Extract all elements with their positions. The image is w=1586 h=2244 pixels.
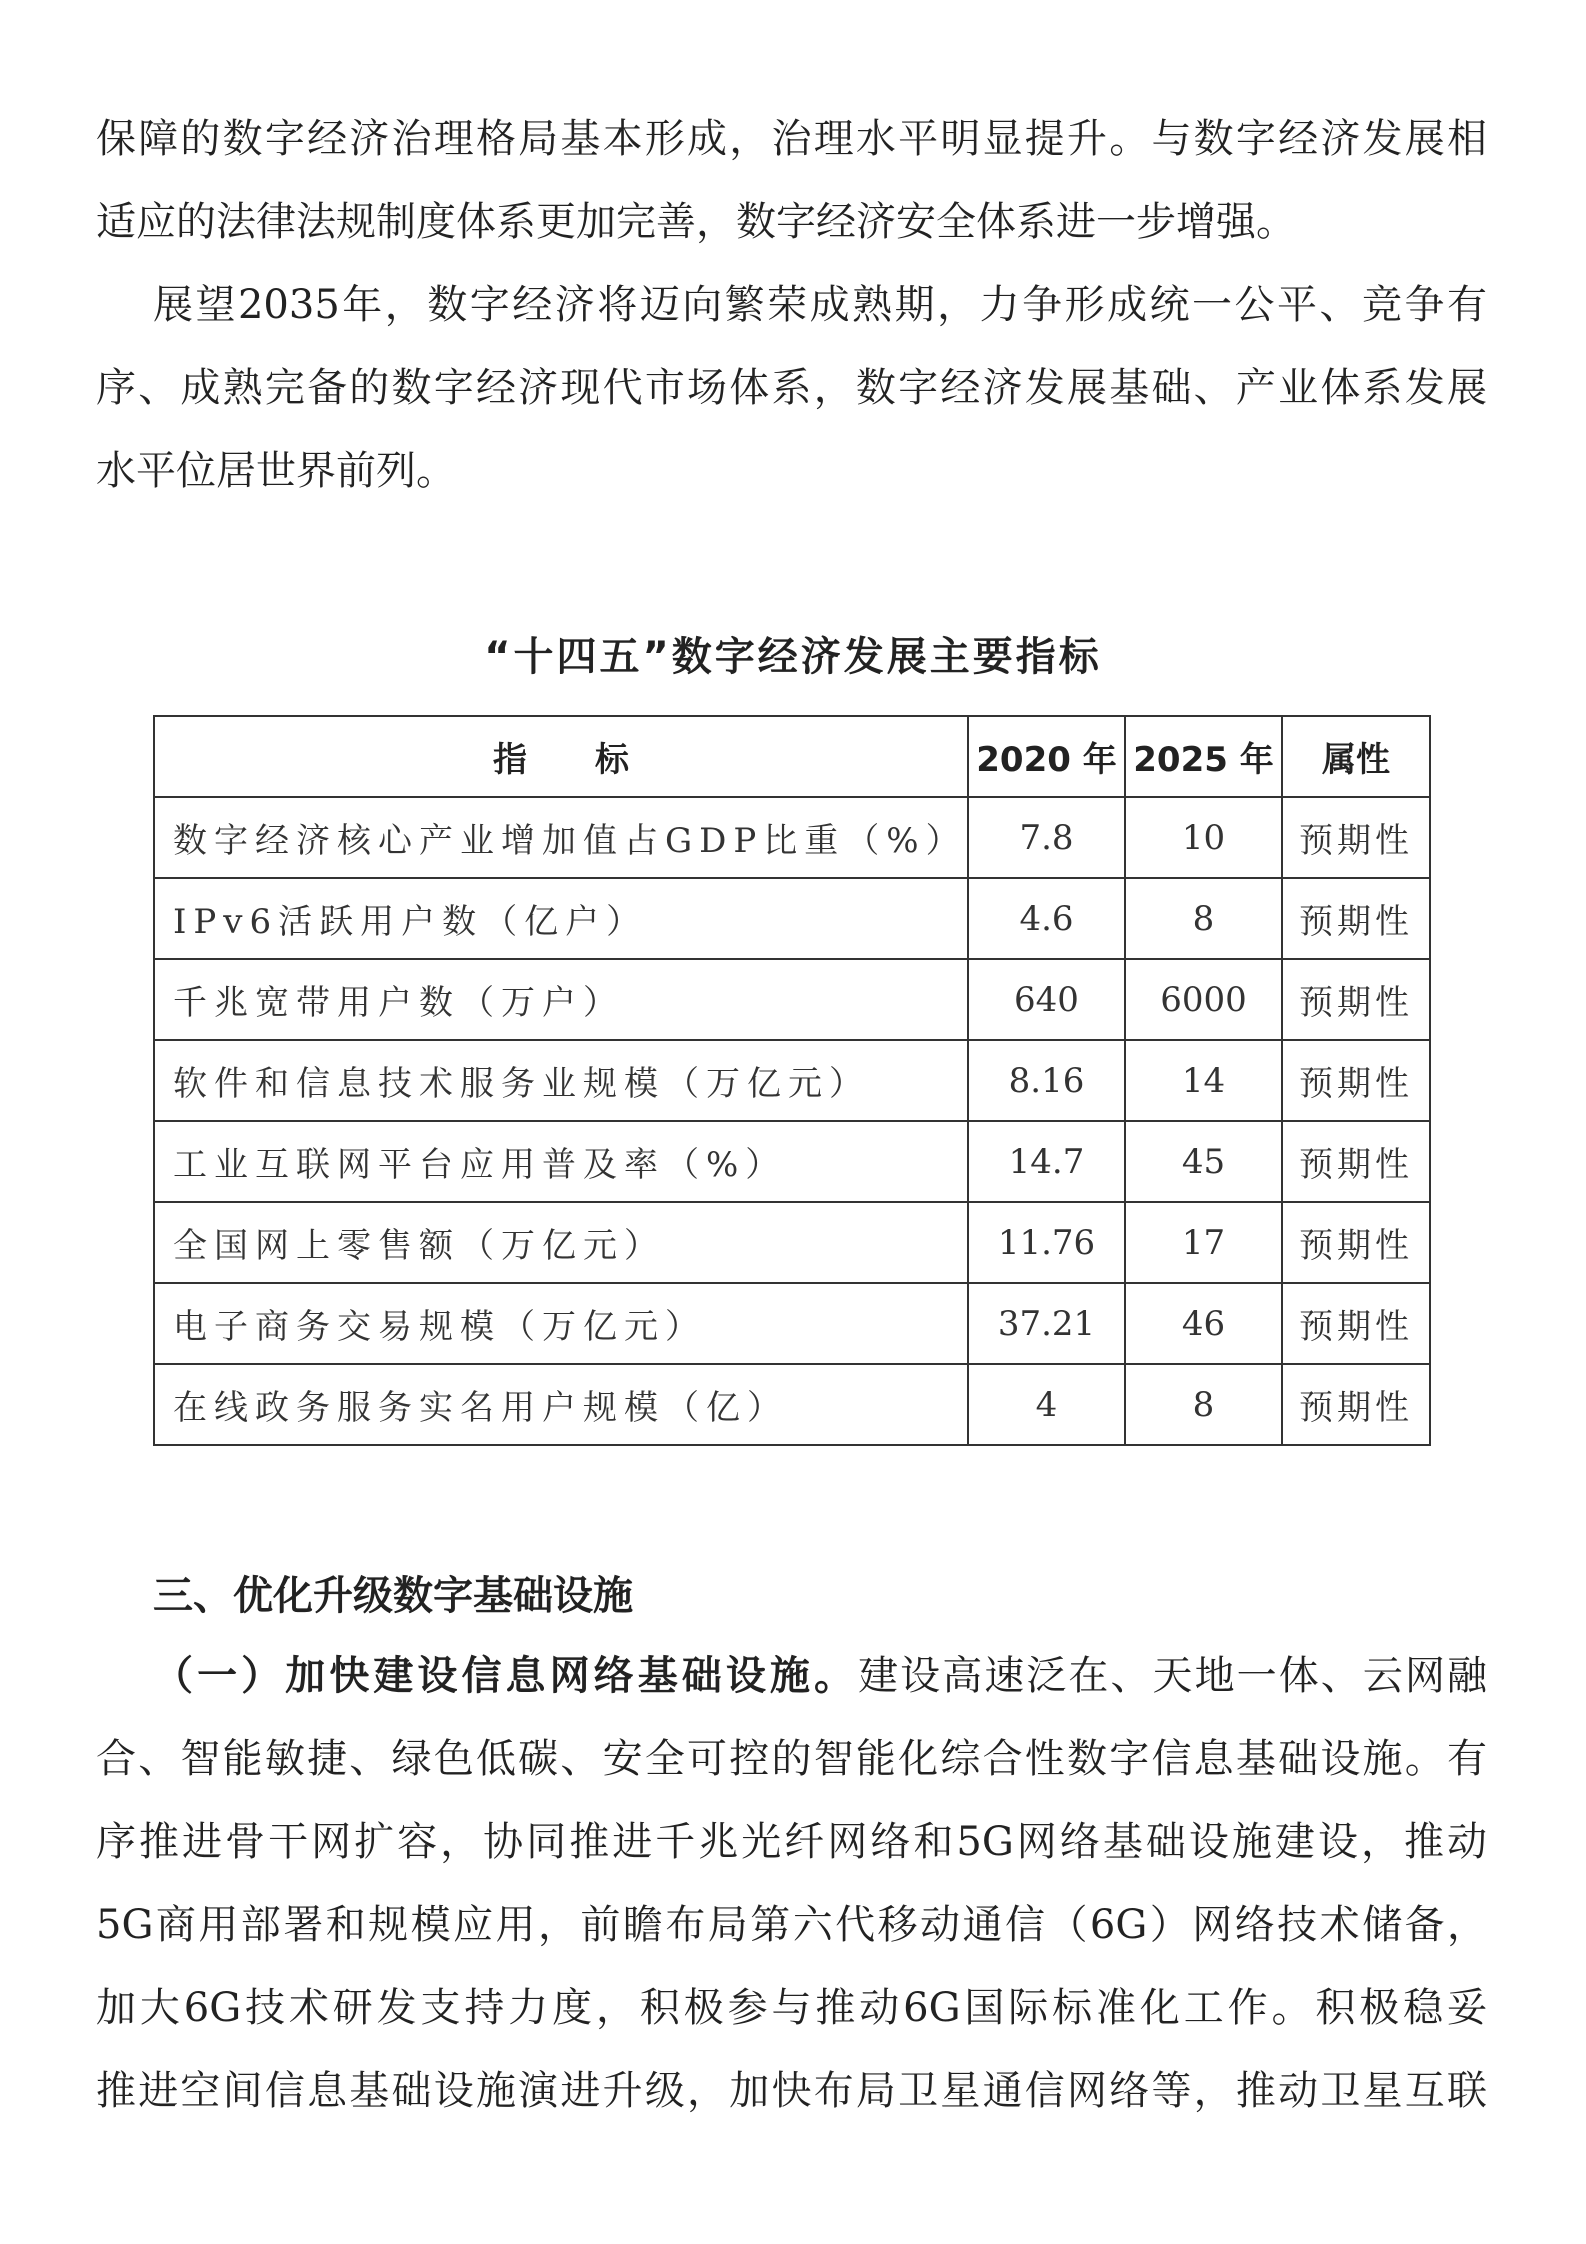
value-2025-cell: 6000 [1125,959,1282,1040]
attribute-cell: 预期性 [1282,1040,1430,1121]
value-2020-cell: 11.76 [968,1202,1125,1283]
text-line: 推进空间信息基础设施演进升级，加快布局卫星通信网络等，推动卫星互联 [96,2068,1487,2114]
value-2020-cell: 640 [968,959,1125,1040]
text-line: 合、智能敏捷、绿色低碳、安全可控的智能化综合性数字信息基础设施。有 [96,1736,1487,1782]
text-line: 水平位居世界前列。 [96,448,456,494]
value-2020-cell: 4.6 [968,878,1125,959]
text-span: 建设高速泛在、天地一体、云网融 [858,1653,1488,1699]
indicator-cell: 工业互联网平台应用普及率（%） [154,1121,968,1202]
table-header-row [154,716,1430,797]
value-2020-cell: 4 [968,1364,1125,1445]
indicator-cell: 数字经济核心产业增加值占GDP比重（%） [154,797,968,878]
value-2020-cell: 7.8 [968,797,1125,878]
table-row [154,1202,1430,1283]
attribute-cell: 预期性 [1282,797,1430,878]
value-2020-cell: 8.16 [968,1040,1125,1121]
indicator-cell: IPv6活跃用户数（亿户） [154,878,968,959]
table-row [154,1040,1430,1121]
table-row [154,1364,1430,1445]
header-2020: 2020 年 [968,716,1125,797]
indicator-cell: 软件和信息技术服务业规模（万亿元） [154,1040,968,1121]
indicator-cell: 在线政务服务实名用户规模（亿） [154,1364,968,1445]
header-indicator: 指 标 [154,716,968,797]
header-2025: 2025 年 [1125,716,1282,797]
sub-heading: （一）加快建设信息网络基础设施。 [153,1652,859,1699]
attribute-cell: 预期性 [1282,1364,1430,1445]
attribute-cell: 预期性 [1282,878,1430,959]
section-heading: 三、优化升级数字基础设施 [153,1573,633,1619]
attribute-cell: 预期性 [1282,959,1430,1040]
table-row [154,878,1430,959]
value-2025-cell: 17 [1125,1202,1282,1283]
text-line: 序推进骨干网扩容，协同推进千兆光纤网络和5G网络基础设施建设，推动 [96,1819,1487,1865]
text-line: 保障的数字经济治理格局基本形成，治理水平明显提升。与数字经济发展相 [96,116,1487,162]
attribute-cell: 预期性 [1282,1283,1430,1364]
text-line: 适应的法律法规制度体系更加完善，数字经济安全体系进一步增强。 [96,199,1296,245]
text-line [153,1648,1487,1704]
table-row [154,959,1430,1040]
indicators-table [153,715,1431,1446]
text-line: 展望2035年，数字经济将迈向繁荣成熟期，力争形成统一公平、竞争有 [153,282,1487,328]
value-2020-cell: 14.7 [968,1121,1125,1202]
header-attribute: 属性 [1282,716,1430,797]
attribute-cell: 预期性 [1282,1121,1430,1202]
value-2025-cell: 45 [1125,1121,1282,1202]
value-2025-cell: 14 [1125,1040,1282,1121]
value-2025-cell: 46 [1125,1283,1282,1364]
text-line: 加大6G技术研发支持力度，积极参与推动6G国际标准化工作。积极稳妥 [96,1985,1487,2031]
indicator-cell: 千兆宽带用户数（万户） [154,959,968,1040]
text-line: 序、成熟完备的数字经济现代市场体系，数字经济发展基础、产业体系发展 [96,365,1487,411]
table-title: “十四五”数字经济发展主要指标 [484,634,1102,680]
indicator-cell: 电子商务交易规模（万亿元） [154,1283,968,1364]
table-row [154,797,1430,878]
attribute-cell: 预期性 [1282,1202,1430,1283]
value-2020-cell: 37.21 [968,1283,1125,1364]
value-2025-cell: 8 [1125,878,1282,959]
value-2025-cell: 10 [1125,797,1282,878]
text-line: 5G商用部署和规模应用，前瞻布局第六代移动通信（6G）网络技术储备， [96,1902,1487,1948]
table-row [154,1121,1430,1202]
indicator-cell: 全国网上零售额（万亿元） [154,1202,968,1283]
value-2025-cell: 8 [1125,1364,1282,1445]
table-row [154,1283,1430,1364]
